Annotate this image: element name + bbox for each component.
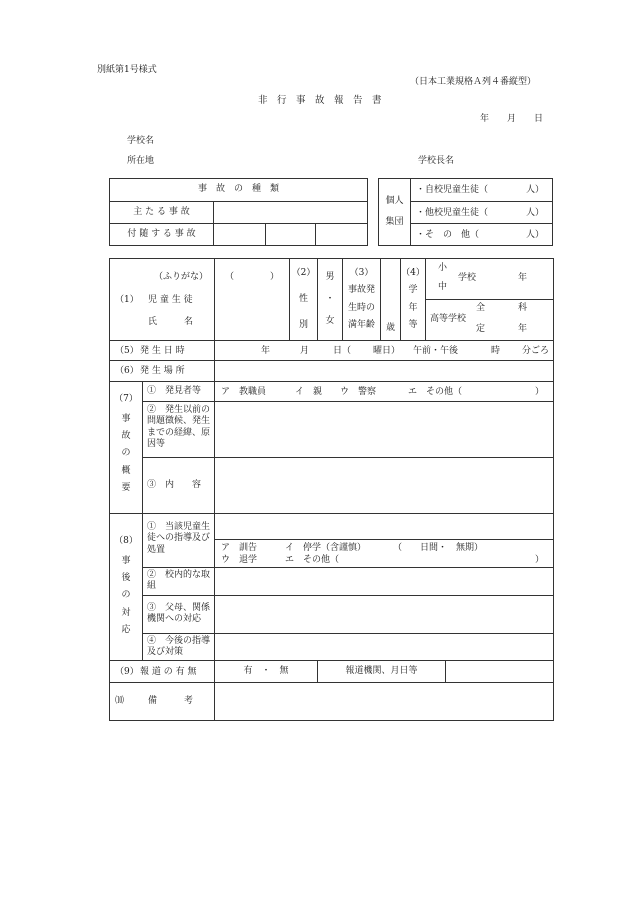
discoverer-option-other[interactable]: エ その他（ (408, 387, 463, 397)
discoverer-field[interactable] (215, 382, 554, 402)
student-name-label-cell (110, 259, 215, 341)
student-item-number: （1） (115, 295, 139, 305)
own-students-label: ・自校児童生徒（ (416, 185, 489, 195)
main-accident-field[interactable] (214, 202, 368, 224)
datetime-minute: 分ごろ (522, 346, 550, 356)
datetime-hour: 時 (491, 346, 501, 356)
accident-type-heading: 事 故 の 種 類 (110, 179, 368, 202)
group-table (378, 178, 553, 246)
remarks-field[interactable] (215, 683, 554, 721)
place-field[interactable] (215, 361, 554, 382)
future-field[interactable] (215, 633, 554, 661)
overview-char-2: 故 (121, 431, 131, 442)
grade-label-3: 等 (408, 320, 418, 331)
response-char-4: 対 (121, 607, 131, 618)
female-option[interactable]: 女 (325, 316, 335, 327)
furigana-label: （ふりがな） (154, 272, 209, 282)
content-label: ③ 内 容 (143, 458, 215, 514)
option-other-close: ） (535, 555, 545, 565)
report-label-cell (110, 661, 215, 683)
secondary-accident-field-2[interactable] (266, 224, 316, 246)
grade-label-cell (401, 259, 426, 341)
media-field[interactable] (446, 661, 554, 683)
datetime-weekday: 曜日） (373, 346, 401, 356)
sex-options-cell[interactable] (318, 259, 343, 341)
response-char-5: 応 (121, 624, 131, 635)
overview-char-1: 事 (121, 414, 131, 425)
secondary-accident-field-1[interactable] (214, 224, 266, 246)
content-field[interactable] (215, 458, 554, 514)
place-label: 発 生 場 所 (140, 366, 185, 376)
discoverer-close-paren: ） (535, 387, 545, 397)
overview-label-cell (110, 382, 143, 514)
grade-label-1: 学 (408, 285, 418, 296)
student-name-field[interactable] (215, 259, 290, 341)
main-accident-label: 主 た る 事 故 (110, 202, 214, 224)
own-students-row[interactable] (411, 179, 553, 202)
place-item-number: （6） (115, 366, 139, 376)
age-item-number: （3） (349, 267, 374, 278)
discoverer-label: ① 発見者等 (143, 382, 215, 402)
option-other[interactable]: エ その他（ (285, 555, 340, 565)
grade-item-number: （4） (401, 267, 425, 278)
sex-item-number: （2） (291, 267, 316, 278)
overview-char-3: の (121, 448, 131, 459)
junior-high-option[interactable]: 中 (438, 282, 448, 292)
discoverer-option-parent[interactable]: イ 親 (295, 387, 323, 397)
guidance-label: ① 当該児童生徒への指導及び処置 (143, 514, 215, 568)
parents-field[interactable] (215, 595, 554, 633)
age-unit: 歳 (385, 322, 395, 333)
age-label-3: 満年齢 (347, 320, 375, 331)
secondary-accident-field-3[interactable] (316, 224, 368, 246)
age-field[interactable] (381, 259, 401, 341)
school-effort-label: ② 校内的な取組 (143, 568, 215, 596)
age-label-2: 生時の (347, 302, 375, 313)
parents-label: ③ 父母、関係機関への対応 (143, 595, 215, 633)
datetime-day: 日（ (333, 346, 352, 356)
response-char-1: 事 (121, 556, 131, 567)
date-year: 年 (480, 114, 490, 124)
own-students-unit: 人） (525, 185, 544, 195)
name-label: 氏 名 (148, 317, 194, 327)
high-school-label: 高等学校 (430, 314, 467, 324)
secondary-accident-label: 付 随 す る 事 故 (110, 224, 214, 246)
datetime-year: 年 (261, 346, 271, 356)
school-grade-field[interactable] (426, 259, 554, 341)
school-label: 学校 (458, 273, 477, 283)
response-char-2: 後 (121, 573, 131, 584)
sex-label-1: 性 (298, 293, 308, 304)
option-suspension[interactable]: イ 停学（含謹慎） (285, 543, 367, 553)
school-effort-field[interactable] (215, 568, 554, 596)
report-yes-no[interactable]: 有 ・ 無 (215, 661, 318, 683)
media-label: 報道機関、月日等 (318, 661, 446, 683)
datetime-month: 月 (300, 346, 310, 356)
datetime-field[interactable] (215, 341, 554, 361)
male-option[interactable]: 男 (325, 271, 335, 282)
datetime-label: 発 生 日 時 (140, 346, 185, 356)
date-month: 月 (507, 114, 517, 124)
overview-char-5: 要 (121, 482, 131, 493)
school-name-label: 学校名 (127, 136, 155, 146)
report-item-number: （9） (115, 667, 139, 677)
remarks-item-number: ⑽ (115, 696, 125, 706)
high-year-label: 年 (518, 324, 528, 334)
sex-label-2: 別 (298, 320, 308, 331)
part-time-option[interactable]: 定 (476, 324, 486, 334)
others-row[interactable] (411, 224, 553, 246)
main-report-table (109, 258, 554, 721)
accident-type-table (109, 178, 368, 246)
individual-label: 個人 (385, 195, 404, 206)
furigana-field[interactable]: （ ） (225, 272, 280, 282)
place-label-cell (110, 361, 215, 382)
sex-label-cell (290, 259, 318, 341)
option-reprimand[interactable]: ア 訓告 (221, 543, 258, 553)
course-label: 科 (518, 303, 528, 313)
discoverer-option-police[interactable]: ウ 警察 (340, 387, 377, 397)
future-label: ④ 今後の指導及び対策 (143, 633, 215, 661)
group-label: 集団 (385, 217, 404, 227)
guidance-field[interactable] (215, 514, 554, 568)
year-label: 年 (518, 273, 528, 283)
overview-item-number: （7） (114, 394, 138, 404)
discoverer-option-teacher[interactable]: ア 教職員 (221, 387, 267, 397)
individual-group-label (379, 179, 411, 246)
paper-size-note: （日本工業規格Ａ列４番縦型） (410, 77, 537, 87)
remarks-label: 備 考 (148, 696, 194, 706)
date-day: 日 (534, 114, 544, 124)
grade-label-2: 年 (408, 302, 418, 313)
full-time-option[interactable]: 全 (476, 303, 486, 313)
response-char-3: の (121, 590, 131, 601)
elementary-option[interactable]: 小 (438, 263, 448, 273)
background-label: ② 発生以前の問題徴候、発生までの経緯、原因等 (143, 402, 215, 458)
other-students-row[interactable] (411, 202, 553, 224)
remarks-label-cell (110, 683, 215, 721)
option-expulsion[interactable]: ウ 退学 (221, 555, 258, 565)
student-label: 児 童 生 徒 (148, 295, 193, 305)
page-title: 非 行 事 故 報 告 書 (258, 95, 382, 106)
others-label: ・そ の 他（ (416, 230, 480, 240)
others-unit: 人） (525, 230, 544, 240)
datetime-ampm: 午前・午後 (413, 346, 459, 356)
overview-char-4: 概 (121, 465, 131, 476)
datetime-item-number: （5） (115, 346, 139, 356)
form-id: 別紙第1号様式 (97, 65, 157, 75)
principal-name-label: 学校長名 (418, 156, 455, 166)
background-field[interactable] (215, 402, 554, 458)
age-label-1: 事故発 (347, 285, 375, 296)
address-label: 所在地 (127, 156, 155, 166)
datetime-label-cell (110, 341, 215, 361)
age-label-cell (343, 259, 381, 341)
report-label: 報 道 の 有 無 (140, 667, 197, 677)
sex-separator: ・ (325, 293, 335, 304)
response-item-number: （8） (114, 536, 138, 546)
other-students-label: ・他校児童生徒（ (416, 208, 489, 218)
response-label-cell (110, 514, 143, 661)
other-students-unit: 人） (525, 208, 544, 218)
suspension-days[interactable]: （ 日間・ 無期） (393, 543, 484, 553)
